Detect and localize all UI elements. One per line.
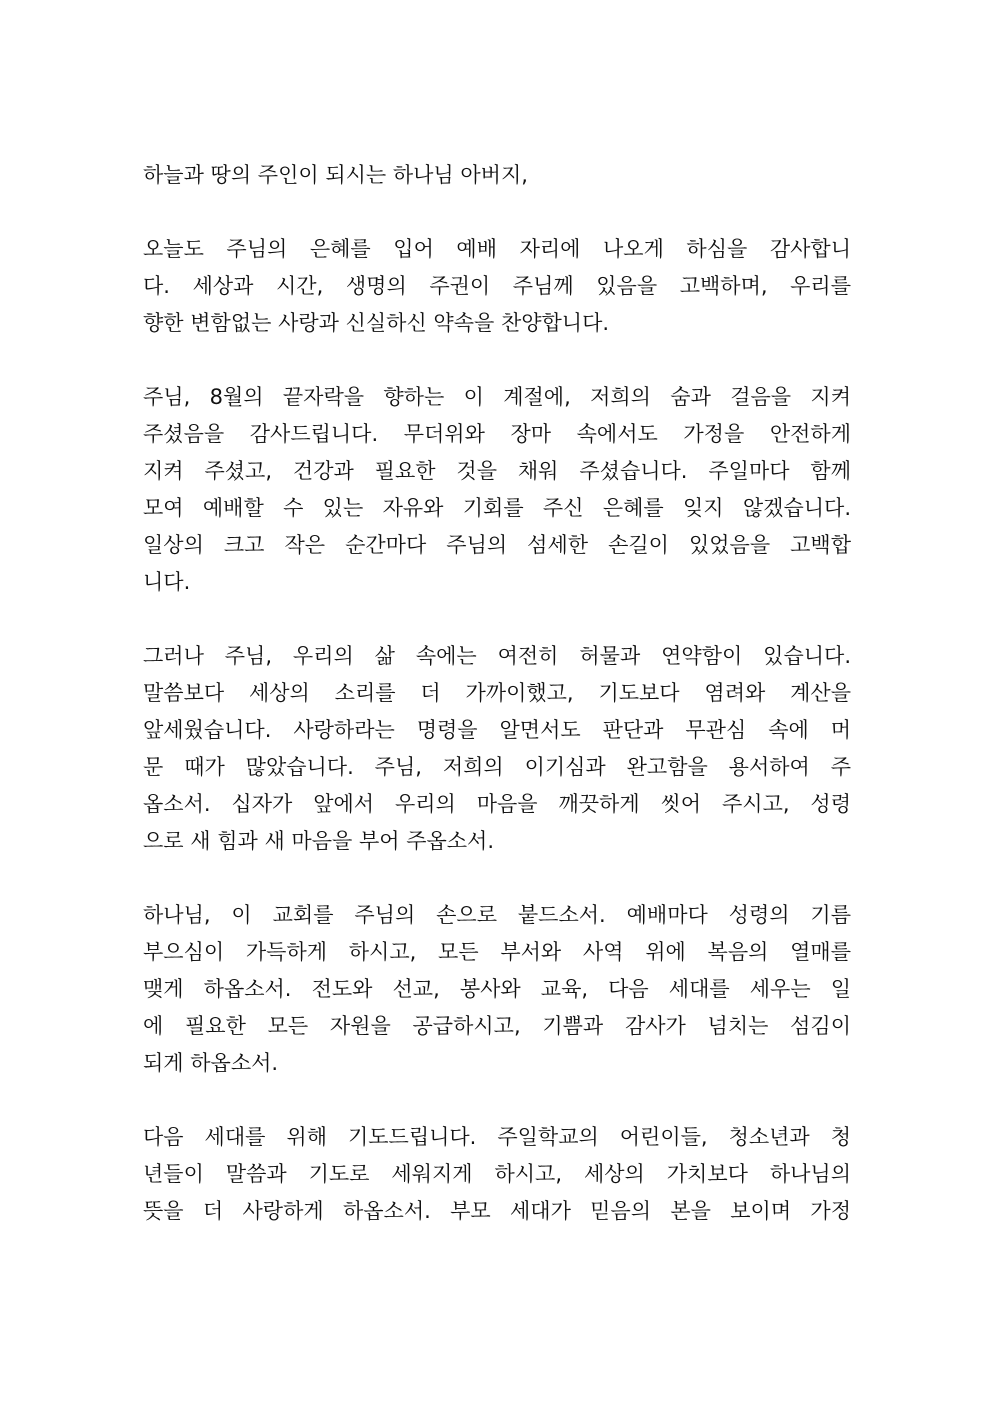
paragraph-opening bbox=[143, 157, 851, 194]
text-line: 주셨음을 감사드립니다. 무더위와 장마 속에서도 가정을 안전하게 bbox=[143, 422, 851, 446]
text-line: 주님, 8월의 끝자락을 향하는 이 계절에, 저희의 숨과 걸음을 지켜 bbox=[143, 385, 851, 409]
paragraph-gap bbox=[143, 1082, 851, 1119]
text-line: 되게 하옵소서. bbox=[143, 1051, 279, 1075]
text-line: 하늘과 땅의 주인이 되시는 하나님 아버지, bbox=[143, 163, 528, 187]
text-line: 일상의 크고 작은 순간마다 주님의 섬세한 손길이 있었음을 고백합 bbox=[143, 533, 851, 557]
text-line: 부으심이 가득하게 하시고, 모든 부서와 사역 위에 복음의 열매를 bbox=[143, 940, 851, 964]
text-line: 말씀보다 세상의 소리를 더 가까이했고, 기도보다 염려와 계산을 bbox=[143, 681, 851, 705]
text-line: 향한 변함없는 사랑과 신실하신 약속을 찬양합니다. bbox=[143, 311, 610, 335]
text-line: 옵소서. 십자가 앞에서 우리의 마음을 깨끗하게 씻어 주시고, 성령 bbox=[143, 792, 851, 816]
text-line: 앞세웠습니다. 사랑하라는 명령을 알면서도 판단과 무관심 속에 머 bbox=[143, 718, 851, 742]
text-line: 지켜 주셨고, 건강과 필요한 것을 채워 주셨습니다. 주일마다 함께 bbox=[143, 459, 851, 483]
text-line: 에 필요한 모든 자원을 공급하시고, 기쁨과 감사가 넘치는 섬김이 bbox=[143, 1014, 851, 1038]
paragraph-next-generation bbox=[143, 1119, 851, 1230]
text-line: 오늘도 주님의 은혜를 입어 예배 자리에 나오게 하심을 감사합니 bbox=[143, 237, 851, 261]
paragraph-confession bbox=[143, 638, 851, 860]
text-line: 문 때가 많았습니다. 주님, 저희의 이기심과 완고함을 용서하여 주 bbox=[143, 755, 851, 779]
text-line: 모여 예배할 수 있는 자유와 기회를 주신 은혜를 잊지 않겠습니다. bbox=[143, 496, 851, 520]
paragraph-gratitude bbox=[143, 379, 851, 601]
text-line: 다음 세대를 위해 기도드립니다. 주일학교의 어린이들, 청소년과 청 bbox=[143, 1125, 851, 1149]
paragraph-gap bbox=[143, 601, 851, 638]
text-line: 맺게 하옵소서. 전도와 선교, 봉사와 교육, 다음 세대를 세우는 일 bbox=[143, 977, 851, 1001]
text-line: 뜻을 더 사랑하게 하옵소서. 부모 세대가 믿음의 본을 보이며 가정 bbox=[143, 1199, 851, 1223]
paragraph-church bbox=[143, 897, 851, 1082]
text-line: 니다. bbox=[143, 570, 191, 594]
paragraph-gap bbox=[143, 860, 851, 897]
paragraph-gap bbox=[143, 194, 851, 231]
text-line: 다. 세상과 시간, 생명의 주권이 주님께 있음을 고백하며, 우리를 bbox=[143, 274, 851, 298]
text-line: 그러나 주님, 우리의 삶 속에는 여전히 허물과 연약함이 있습니다. bbox=[143, 644, 851, 668]
prayer-text bbox=[143, 157, 851, 1230]
text-line: 으로 새 힘과 새 마음을 부어 주옵소서. bbox=[143, 829, 495, 853]
paragraph-gap bbox=[143, 342, 851, 379]
text-line: 하나님, 이 교회를 주님의 손으로 붙드소서. 예배마다 성령의 기름 bbox=[143, 903, 851, 927]
paragraph-thanks bbox=[143, 231, 851, 342]
text-line: 년들이 말씀과 기도로 세워지게 하시고, 세상의 가치보다 하나님의 bbox=[143, 1162, 851, 1186]
